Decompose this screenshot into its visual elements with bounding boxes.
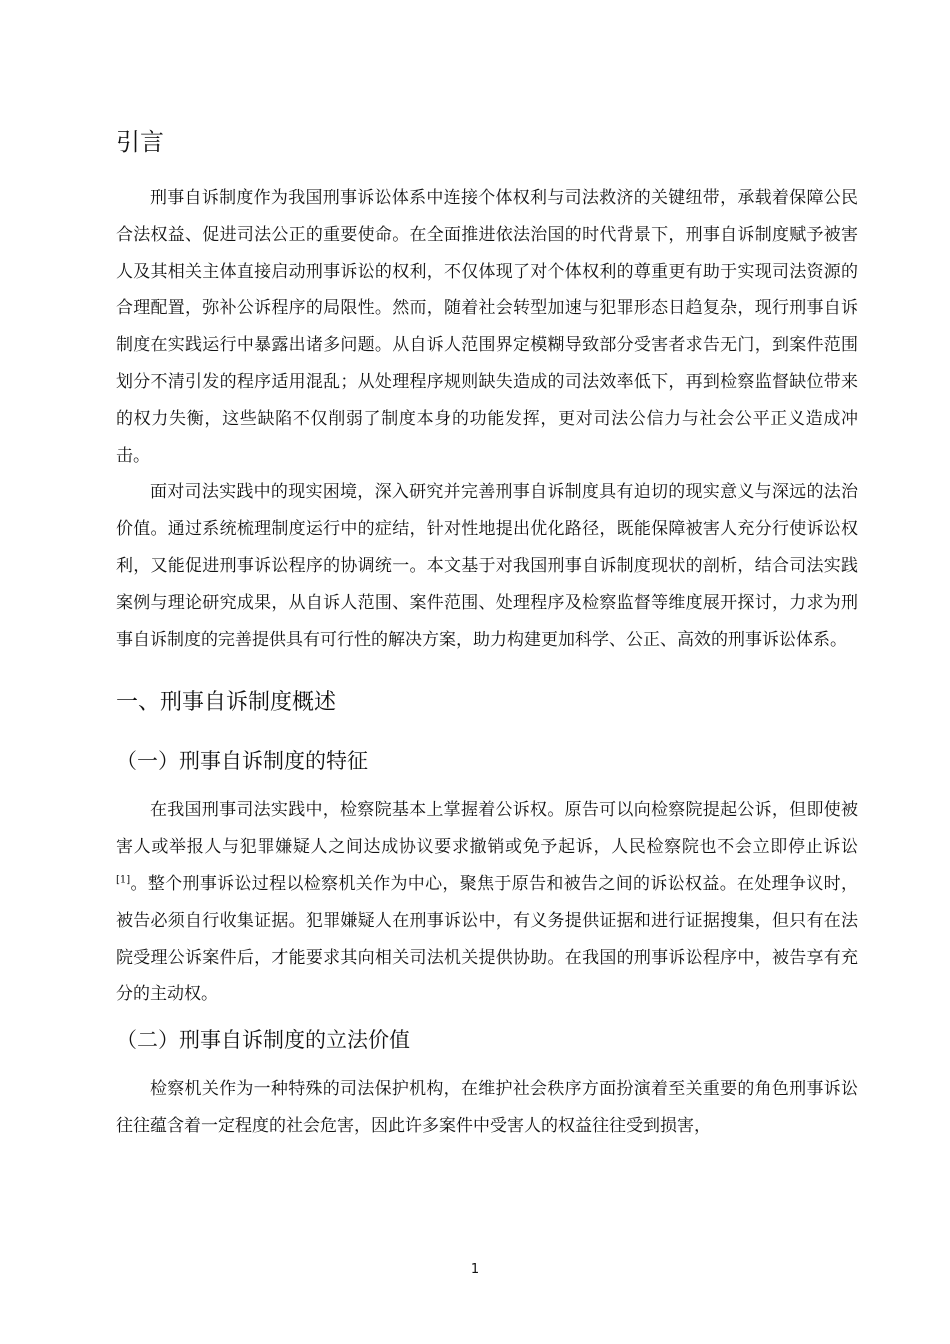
subsection-1-heading: （一）刑事自诉制度的特征: [116, 749, 368, 774]
section-1-heading: 一、刑事自诉制度概述: [116, 690, 337, 716]
intro-paragraph-2: 面对司法实践中的现实困境，深入研究并完善刑事自诉制度具有迫切的现实意义与深远的法治价值。通过系统梳理制度运行中的症结，针对性地提出优化路径，既能保障被害人充分行使诉讼权利，又能促进刑事诉讼程序的协调统一。本文基于对我国刑事自诉制度现状的剖析，结合司法实践案例与理论研究成果，从自诉人范围、案件范围、处理程序及检察监督等维度展开探讨，力求为刑事自诉制度的完善提供具有可行性的解决方案，助力构建更加科学、公正、高效的刑事诉讼体系。: [116, 482, 858, 650]
intro-heading: 引言: [116, 128, 164, 156]
paragraph-text: 。整个刑事诉讼过程以检察机关作为中心，聚焦于原告和被告之间的诉讼权益。在处理争议时，被告必须自行收集证据。犯罪嫌疑人在刑事诉讼中，有义务提供证据和进行证据搜集，但只有在法院受理公诉案件后，才能要求其向相关司法机关提供协助。在我国的刑事诉讼程序中，被告享有充分的主动权。: [116, 873, 858, 1005]
subsection-2-heading: （二）刑事自诉制度的立法价值: [116, 1028, 410, 1053]
paragraph-text: 在我国刑事司法实践中，检察院基本上掌握着公诉权。原告可以向检察院提起公诉，但即使被害人或举报人与犯罪嫌疑人之间达成协议要求撤销或免予起诉，人民检察院也不会立即停止诉讼: [116, 800, 858, 858]
subsection-1-paragraph: [116, 792, 858, 1013]
page-number: 1: [470, 1262, 480, 1277]
intro-paragraph-1: 刑事自诉制度作为我国刑事诉讼体系中连接个体权利与司法救济的关键纽带，承载着保障公民合法权益、促进司法公正的重要使命。在全面推进依法治国的时代背景下，刑事自诉制度赋予被害人及其相关主体直接启动刑事诉讼的权利，不仅体现了对个体权利的尊重更有助于实现司法资源的合理配置，弥补公诉程序的局限性。然而，随着社会转型加速与犯罪形态日趋复杂，现行刑事自诉制度在实践运行中暴露出诸多问题。从自诉人范围界定模糊导致部分受害者求告无门，到案件范围划分不清引发的程序适用混乱；从处理程序规则缺失造成的司法效率低下，再到检察监督缺位带来的权力失衡，这些缺陷不仅削弱了制度本身的功能发挥，更对司法公信力与社会公平正义造成冲击。: [116, 188, 858, 466]
citation-reference[interactable]: [1]: [116, 874, 131, 886]
page-content: [116, 124, 858, 1145]
subsection-2-paragraph: 检察机关作为一种特殊的司法保护机构，在维护社会秩序方面扮演着至关重要的角色刑事诉讼往往蕴含着一定程度的社会危害，因此许多案件中受害人的权益往往受到损害，: [116, 1079, 858, 1136]
